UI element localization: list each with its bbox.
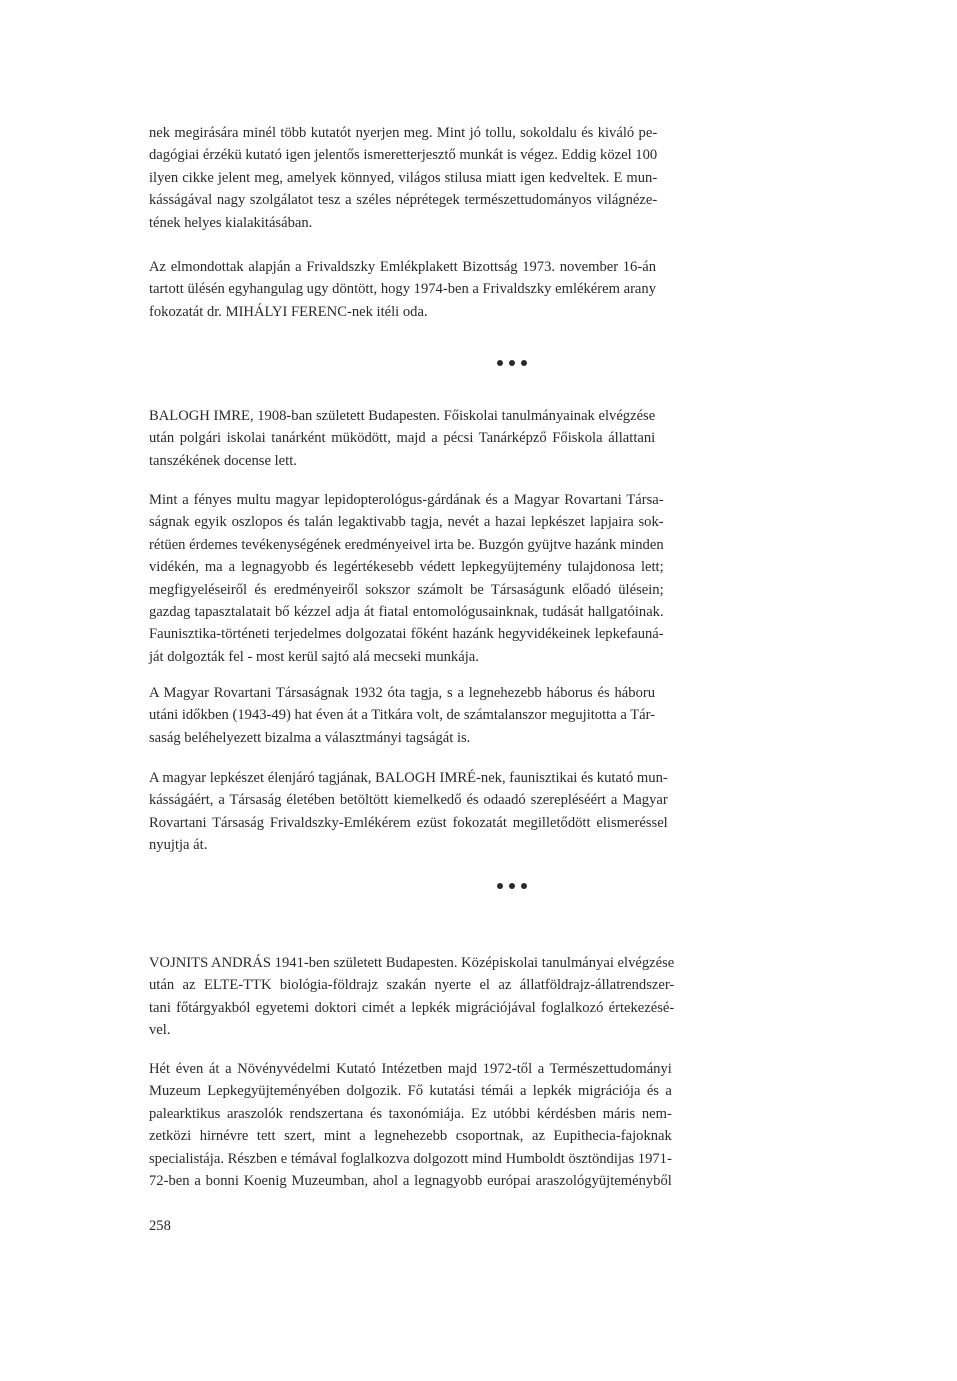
text-line: kásságával nagy szolgálatot tesz a széles néprétegek természettudományos világnéze-	[149, 192, 658, 209]
text-line: gazdag tapasztalatait bő kézzel adja át fiatal entomológusainknak, tudását hallgatóinak.	[149, 604, 664, 621]
text-line: 72-ben a bonni Koenig Muzeumban, ahol a legnagyobb európai araszológyüjteményből	[149, 1173, 672, 1190]
paragraph-balogh-membership	[149, 682, 655, 749]
text-line: tének helyes kialakitásában.	[149, 214, 313, 231]
paragraph-balogh-bio	[149, 405, 655, 472]
bullet-icon	[497, 883, 503, 889]
bullet-icon	[521, 360, 527, 366]
text-line: megfigyeléseiről és eredményeiről sokszor számolt be Társaságunk előadó ülésein;	[149, 581, 664, 598]
text-line: ilyen cikke jelent meg, amelyek könnyed, világos stilusa miatt igen kedveltek. E mun-	[149, 169, 658, 186]
text-line: A magyar lepkészet élenjáró tagjának, BALOGH IMRÉ-nek, faunisztikai és kutató mun-	[149, 770, 668, 786]
text-line: specialistája. Részben e témával foglalkozva dolgozott mind Humboldt ösztöndijas 1971-	[149, 1150, 672, 1167]
text-line: után az ELTE-TTK biológia-földrajz szakán nyerte el az állatföldrajz-állatrendszer-	[149, 977, 675, 994]
bullet-icon	[521, 883, 527, 889]
bullet-icon	[509, 883, 515, 889]
text-line: fokozatát dr. MIHÁLYI FERENC-nek itéli oda.	[149, 303, 428, 320]
text-line: nyujtja át.	[149, 837, 208, 854]
paragraph-mihalyi-summary	[149, 122, 657, 234]
bullet-icon	[497, 360, 503, 366]
text-line: utáni időkben (1943-49) hat éven át a Titkára volt, de számtalanszor megujitotta a Tár-	[149, 707, 656, 724]
text-line: Az elmondottak alapján a Frivaldszky Emlékplakett Bizottság 1973. november 16-án	[149, 259, 656, 275]
text-line: tani főtárgyakból egyetemi doktori cimét a lepkék migrációjával foglalkozó értekezésé-	[149, 999, 675, 1016]
paragraph-award-decision	[149, 256, 656, 323]
paragraph-vojnits-bio	[149, 952, 674, 1042]
text-line: BALOGH IMRE, 1908-ban született Budapesten. Főiskolai tanulmányainak elvégzése	[149, 408, 656, 424]
text-line: Faunisztika-történeti terjedelmes dolgozatai főként hazánk hegyvidékeinek lepkefauná-	[149, 626, 664, 643]
text-line: nek megirására minél több kutatót nyerjen meg. Mint jó tollu, sokoldalu és kiváló pe-	[149, 125, 658, 141]
text-line: vidékén, ma a legnagyobb és legértékesebb védett lepkegyüjtemény tulajdonosa lett;	[149, 559, 664, 576]
text-line: rétüen érdemes tevékenységének eredményeivel irta be. Buzgón gyüjtve hazánk minden	[149, 536, 664, 553]
text-line: Rovartani Társaság Frivaldszky-Emlékérem ezüst fokozatát megilletődött elismeréssel	[149, 814, 668, 831]
text-line: A Magyar Rovartani Társaságnak 1932 óta tagja, s a legnehezebb háborus és háboru	[149, 685, 656, 701]
section-separator	[482, 874, 542, 895]
section-separator	[482, 351, 542, 372]
text-line: kásságáért, a Társaság életében betöltött kiemelkedő és odaadó szerepléséért a Magyar	[149, 792, 668, 809]
paragraph-balogh-work	[149, 489, 664, 668]
text-line: Mint a fényes multu magyar lepidopterológus-gárdának és a Magyar Rovartani Társa-	[149, 492, 664, 508]
text-line: vel.	[149, 1022, 171, 1039]
text-line: VOJNITS ANDRÁS 1941-ben született Budapesten. Középiskolai tanulmányai elvégzése	[149, 955, 675, 971]
text-line: tanszékének docense lett.	[149, 452, 297, 469]
text-line: Muzeum Lepkegyüjteményében dolgozik. Fő kutatási témái a lepkék migrációja és a	[149, 1083, 672, 1100]
bullet-icon	[509, 360, 515, 366]
text-line: ságnak egyik oszlopos és talán legaktivabb tagja, nevét a hazai lepkészet lapjaira sok-	[149, 514, 664, 531]
text-line: dagógiai érzékü kutató igen jelentős ismeretterjesztő munkát is végez. Eddig közel 100	[149, 147, 658, 164]
text-line: után polgári iskolai tanárként müködött, majd a pécsi Tanárképző Főiskola állattani	[149, 430, 656, 447]
text-line: Hét éven át a Növényvédelmi Kutató Intézetben majd 1972-től a Természettudományi	[149, 1061, 672, 1077]
text-line: saság beléhelyezett bizalma a választmányi tagságát is.	[149, 729, 471, 746]
text-line: tartott ülésén egyhangulag ugy döntött, hogy 1974-ben a Frivaldszky emlékérem arany	[149, 281, 656, 298]
paragraph-vojnits-work	[149, 1058, 672, 1192]
text-line: palearktikus araszolók rendszertana és taxonómiája. Ez utóbbi kérdésben máris nem-	[149, 1105, 672, 1122]
text-line: ját dolgozták fel - most kerül sajtó alá mecseki munkája.	[149, 648, 479, 665]
paragraph-balogh-award	[149, 767, 668, 857]
text-line: zetközi hirnévre tett szert, mint a legnehezebb csoportnak, az Eupithecia-fajoknak	[149, 1128, 672, 1145]
page-number: 258	[149, 1218, 171, 1234]
